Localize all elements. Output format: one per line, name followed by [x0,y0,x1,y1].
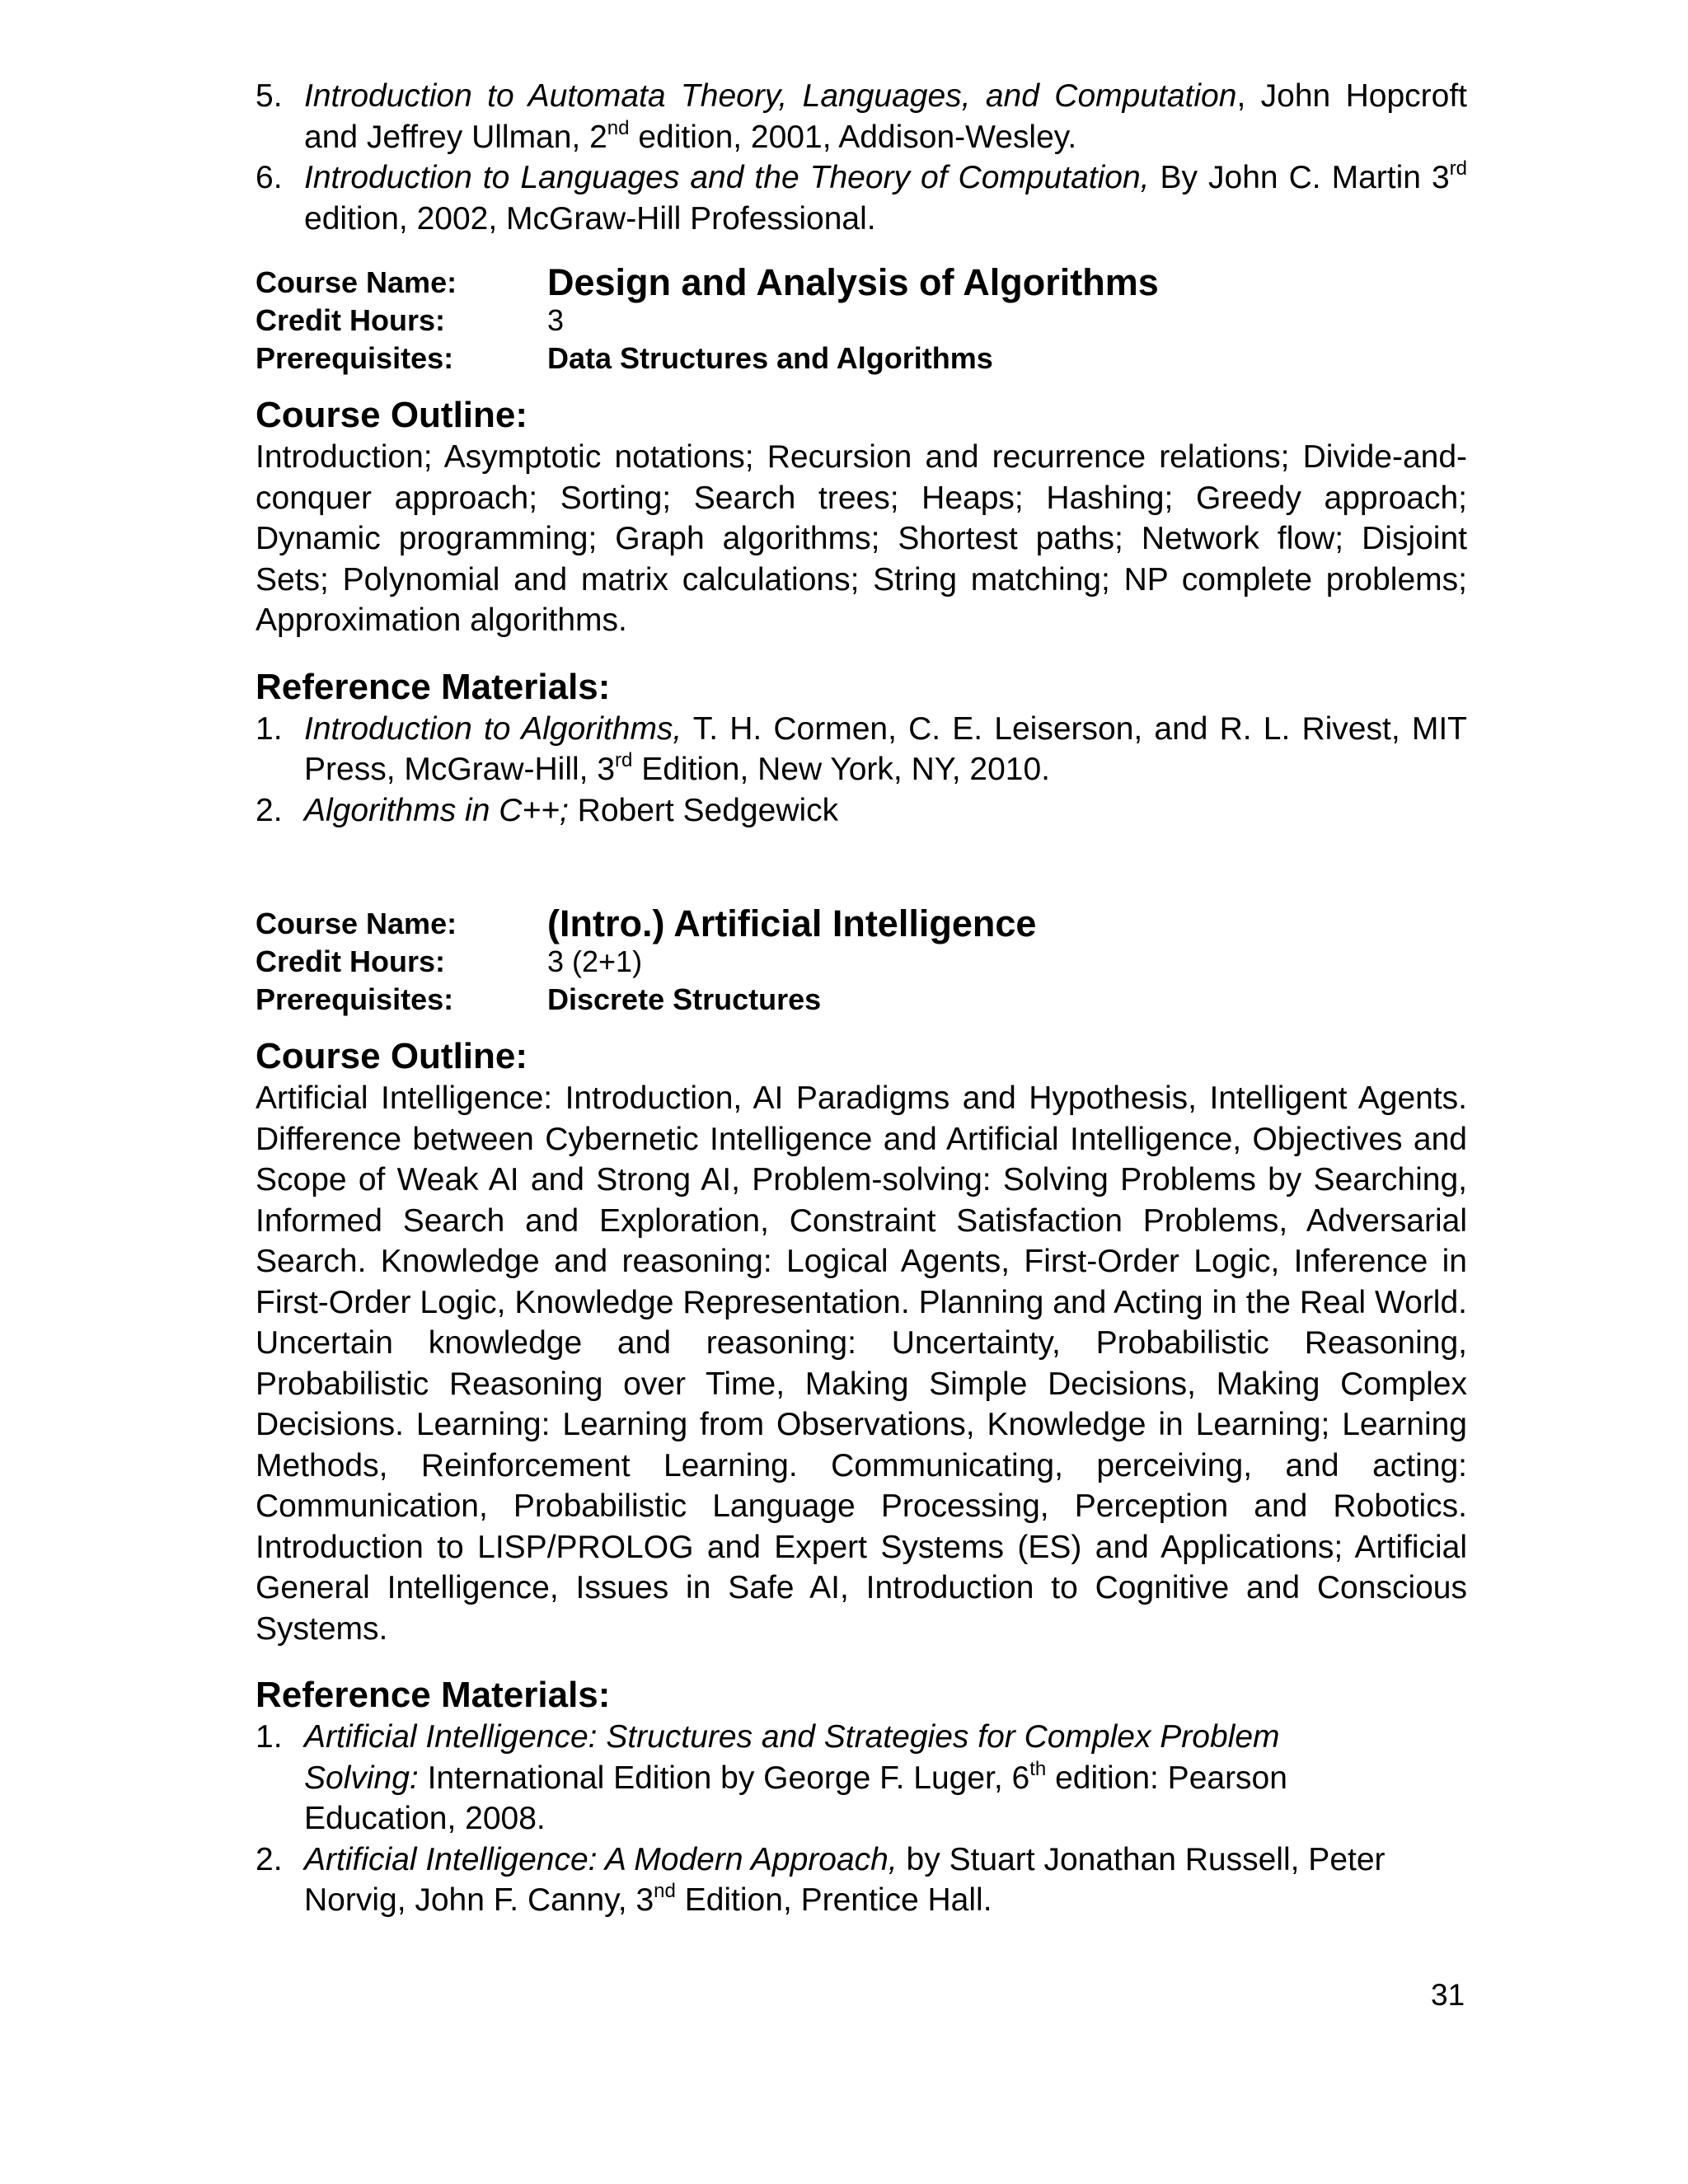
reference-title: Algorithms in C++; [304,792,569,828]
reference-item [256,76,1467,157]
reference-item [256,157,1467,239]
reference-item [256,1717,1467,1840]
reference-text: Introduction to Languages and the Theory of Computation, By John C. Martin 3rd edition, 2002, McGraw-Hill Professional. [304,157,1467,237]
prerequisites-label: Prerequisites: [256,982,454,1016]
course-name: (Intro.) Artificial Intelligence [547,902,1037,944]
reference-number: 1. [256,710,283,747]
reference-text: Introduction to Algorithms, T. H. Cormen, C. E. Leiserson, and R. L. Rivest, MIT Press, McGraw-Hill, 3rd Edition, New York, NY, 2010. [304,710,1467,787]
reference-text: Artificial Intelligence: Structures and Strategies for Complex Problem Solving: International Edition by George F. Luger, 6th edition: Pearson Education, 2008. [304,1719,1287,1836]
reference-item [256,709,1467,790]
reference-text: Introduction to Automata Theory, Languages, and Computation, John Hopcroft and Jeffrey Ullman, 2nd edition, 2001, Addison-Wesley. [304,78,1468,155]
credit-hours-label: Credit Hours: [256,944,446,978]
reference-item [256,1840,1467,1921]
credit-hours-value: 3 (2+1) [547,944,643,978]
reference-list [256,1717,1467,1921]
document-page [256,76,1467,1921]
course-outline-heading: Course Outline: [256,1036,528,1076]
reference-item [256,790,1467,832]
reference-text: Algorithms in C++; Robert Sedgewick [304,792,839,828]
reference-materials-heading: Reference Materials: [256,666,611,707]
reference-number: 2. [256,792,283,828]
reference-number: 1. [256,1719,283,1755]
reference-title: Artificial Intelligence: Structures and Strategies for Complex Problem Solving: [304,1719,1280,1796]
reference-title: Artificial Intelligence: A Modern Approach, [304,1841,898,1877]
course-outline-text: Introduction; Asymptotic notations; Recursion and recurrence relations; Divide-and-conquer approach; Sorting; Search trees; Heaps; Hashing; Greedy approach; Dynamic programming; Graph algorithms; Shortest paths; Network flow; Disjoint Sets; Polynomial and matrix calculations; String matching; NP complete problems; Approximation algorithms. [256,439,1467,638]
course-name-label: Course Name: [256,907,457,940]
prerequisites-value: Discrete Structures [547,982,822,1016]
course-info-table [256,902,1467,1019]
course-name: Design and Analysis of Algorithms [547,261,1159,303]
course-outline-text: Artificial Intelligence: Introduction, AI Paradigms and Hypothesis, Intelligent Agents. Difference between Cybernetic Intelligence and Artificial Intelligence, Objectives and Scope of Weak AI and Strong AI, Problem-solving: Solving Problems by Searching, Informed Search and Exploration, Constraint Satisfaction Problems, Adversarial Search. Knowledge and reasoning: Logical Agents, First-Order Logic, Inference in First-Order Logic, Knowledge Representation. Planning and Acting in the Real World. Uncertain knowledge and reasoning: Uncertainty, Probabilistic Reasoning, Probabilistic Reasoning over Time, Making Simple Decisions, Making Complex Decisions. Learning: Learning from Observations, Knowledge in Learning; Learning Methods, Reinforcement Learning. Communicating, perceiving, and acting: Communication, Probabilistic Language Processing, Perception and Robotics. Introduction to LISP/PROLOG and Expert Systems (ES) and Applications; Artificial General Intelligence, Issues in Safe AI, Introduction to Cognitive and Conscious Systems. [256,1080,1467,1647]
reference-number: 5. [256,78,283,114]
reference-materials-heading: Reference Materials: [256,1675,611,1715]
reference-number: 2. [256,1841,283,1877]
course-name-label: Course Name: [256,265,457,299]
reference-title: Introduction to Algorithms, [304,710,682,747]
reference-text: Artificial Intelligence: A Modern Approach, by Stuart Jonathan Russell, Peter Norvig, John F. Canny, 3nd Edition, Prentice Hall. [304,1841,1386,1918]
course-info-table [256,261,1467,377]
credit-hours-value: 3 [547,303,565,337]
prerequisites-label: Prerequisites: [256,341,454,375]
prerequisites-value: Data Structures and Algorithms [547,341,993,375]
course-outline-heading: Course Outline: [256,395,528,435]
reference-number: 6. [256,160,283,195]
credit-hours-label: Credit Hours: [256,303,446,337]
reference-list [256,709,1467,832]
reference-title: Introduction to Automata Theory, Languages, and Computation [304,78,1237,114]
reference-title: Introduction to Languages and the Theory of Computation, [304,160,1150,195]
previous-references-list [256,76,1467,239]
page-number: 31 [1431,1978,1465,2012]
